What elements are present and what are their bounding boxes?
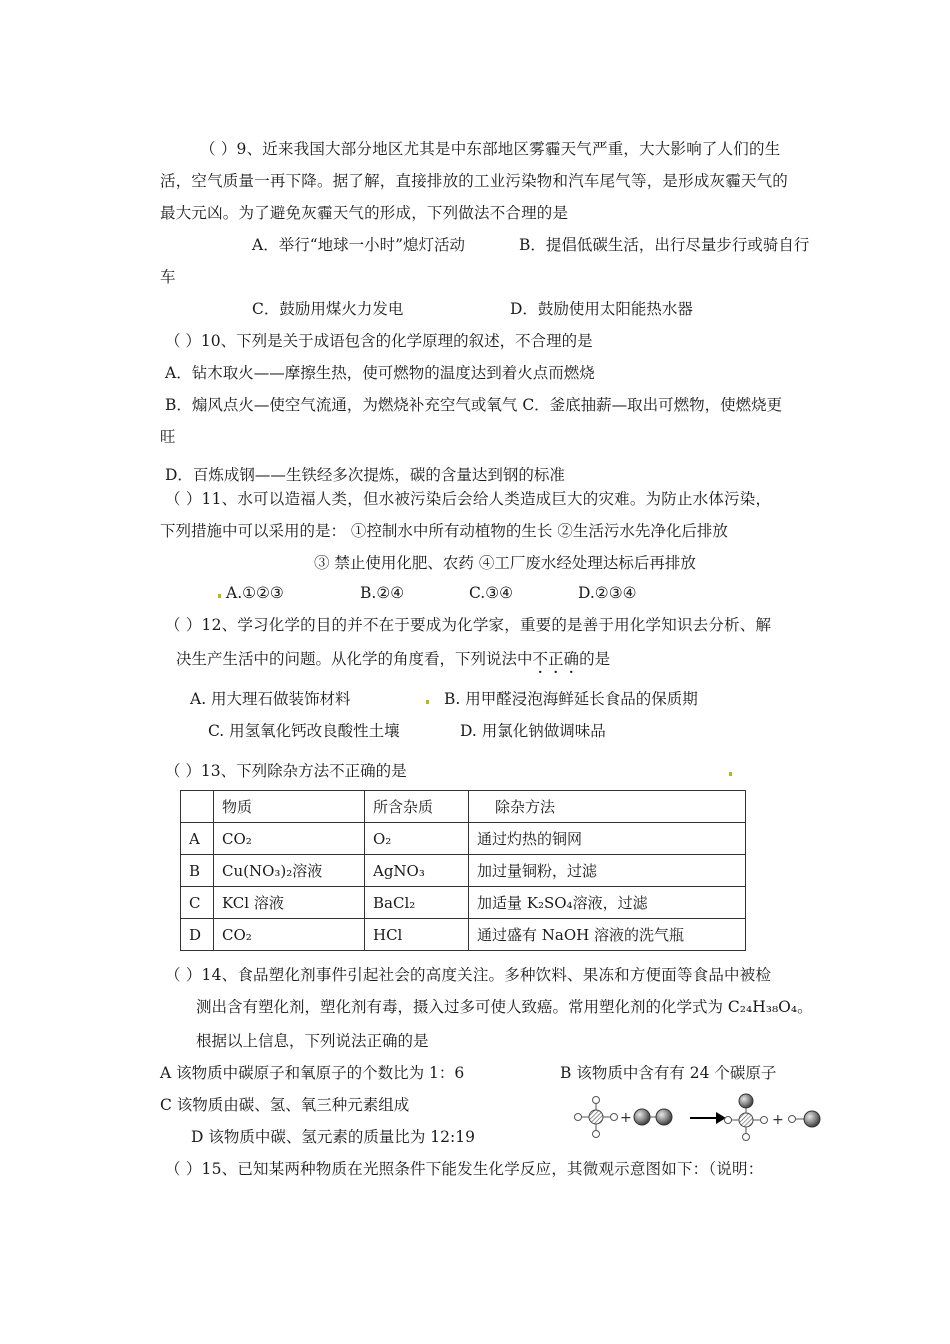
q9-option-b-cont: 车 [160,268,176,286]
q11-line1: （ ）11、水可以造福人类，但水被污染后会给人类造成巨大的灾难。为防止水体污染， [165,490,772,508]
q12-option-b: B. 用甲醛浸泡海鲜延长食品的保质期 [444,690,698,708]
table-cell: CO₂ [214,919,365,951]
q14-line3: 根据以上信息，下列说法正确的是 [196,1032,429,1050]
q10-option-a: A．钻木取火——摩擦生热，使可燃物的温度达到着火点而燃烧 [165,364,595,382]
q12-line2-pre: 决生产生活中的问题。从化学的角度看，下列说法中 [176,650,533,668]
table-cell: 通过灼热的铜网 [469,823,746,855]
table-cell: Cu(NO₃)₂溶液 [214,855,365,887]
stray-dot [426,700,429,704]
q14-option-c: C 该物质由碳、氢、氧三种元素组成 [160,1096,410,1114]
table-header-row [181,791,746,823]
q15-line1: （ ）15、已知某两种物质在光照条件下能发生化学反应，其微观示意图如下：（说明： [165,1160,764,1178]
table-cell: A [181,823,214,855]
q11-option-a: A.①②③ [226,584,284,602]
table-cell: D [181,919,214,951]
q10-option-d: D．百炼成钢——生铁经多次提炼，碳的含量达到钢的标准 [165,466,565,484]
q12-option-a: A. 用大理石做装饰材料 [190,690,351,708]
stray-dot [729,772,732,776]
header-cell: 除杂方法 [469,791,746,823]
reactant-molecule-1 [575,1097,618,1138]
header-cell: 所含杂质 [365,791,469,823]
table-cell: 加过量铜粉，过滤 [469,855,746,887]
stray-dot [218,594,221,598]
table-row [181,919,746,951]
plus-sign: + [772,1112,784,1128]
table-row [181,887,746,919]
table-cell: CO₂ [214,823,365,855]
table-cell: KCl 溶液 [214,887,365,919]
table-cell: C [181,887,214,919]
q10-option-b: B．煽风点火—使空气流通，为燃烧补充空气或氧气 C．釜底抽薪—取出可燃物，使燃烧更 [165,396,783,414]
table-cell: B [181,855,214,887]
q9-line2: 活，空气质量一再下降。据了解，直接排放的工业污染物和汽车尾气等，是形成灰霾天气的 [160,172,789,190]
emphasis-char: 正 [548,650,564,668]
table-cell: 加适量 K₂SO₄溶液，过滤 [469,887,746,919]
header-cell [181,791,214,823]
q12-line2 [176,648,610,670]
q11-option-b: B.②④ [360,584,405,602]
q11-line3: ③ 禁止使用化肥、农药 ④工厂废水经处理达标后再排放 [314,554,696,572]
q14-option-b: B 该物质中含有有 24 个碳原子 [560,1064,777,1082]
q14-option-a: A 该物质中碳原子和氧原子的个数比为 1：6 [160,1064,465,1082]
q9-line3: 最大元凶。为了避免灰霾天气的形成，下列做法不合理的是 [160,204,569,222]
q12-line1: （ ）12、学习化学的目的并不在于要成为化学家，重要的是善于用化学知识去分析、解 [165,616,772,634]
q9-line1: （ ）9、近来我国大部分地区尤其是中东部地区雾霾天气严重，大大影响了人们的生 [200,140,781,158]
table-cell: AgNO₃ [365,855,469,887]
table-row [181,823,746,855]
q10-option-b-cont: 旺 [160,428,176,446]
q14-line2: 测出含有塑化剂，塑化剂有毒，摄入过多可使人致癌。常用塑化剂的化学式为 C₂₄H₃₈O₄。 [196,998,813,1016]
q11-option-d: D.②③④ [578,584,637,602]
table-row [181,855,746,887]
q9-option-c: C．鼓励用煤火力发电 [252,300,404,318]
product-molecule-1 [725,1094,768,1141]
q9-option-a: A．举行“地球一小时”熄灯活动 [252,236,466,254]
reactant-molecule-2 [634,1109,672,1125]
q11-line2: 下列措施中可以采用的是： ①控制水中所有动植物的生长 ②生活污水先净化后排放 [160,522,728,540]
table-cell: O₂ [365,823,469,855]
q13-stem: （ ）13、下列除杂方法不正确的是 [165,762,407,780]
q14-option-d: D 该物质中碳、氢元素的质量比为 12:19 [191,1128,475,1146]
q11-option-c: C.③④ [469,584,514,602]
reaction-diagram [566,1092,830,1142]
header-cell: 物质 [214,791,365,823]
emphasis-char: 不 [532,650,549,668]
table-cell: 通过盛有 NaOH 溶液的洗气瓶 [469,919,746,951]
q9-option-b: B．提倡低碳生活，出行尽量步行或骑自行 [519,236,810,254]
q12-option-d: D. 用氯化钠做调味品 [460,722,606,740]
product-molecule-2 [789,1111,821,1127]
q10-stem: （ ）10、下列是关于成语包含的化学原理的叙述，不合理的是 [165,332,593,350]
impurity-table [180,790,746,951]
plus-sign: + [620,1110,632,1126]
emphasis-char: 确 [563,650,580,668]
table-cell: HCl [365,919,469,951]
arrow-icon [690,1112,726,1124]
table-cell: BaCl₂ [365,887,469,919]
q12-line2-post: 的是 [579,650,611,668]
q9-option-d: D．鼓励使用太阳能热水器 [510,300,693,318]
q12-option-c: C. 用氢氧化钙改良酸性土壤 [208,722,400,740]
q14-line1: （ ）14、食品塑化剂事件引起社会的高度关注。多种饮料、果冻和方便面等食品中被检 [165,966,772,984]
